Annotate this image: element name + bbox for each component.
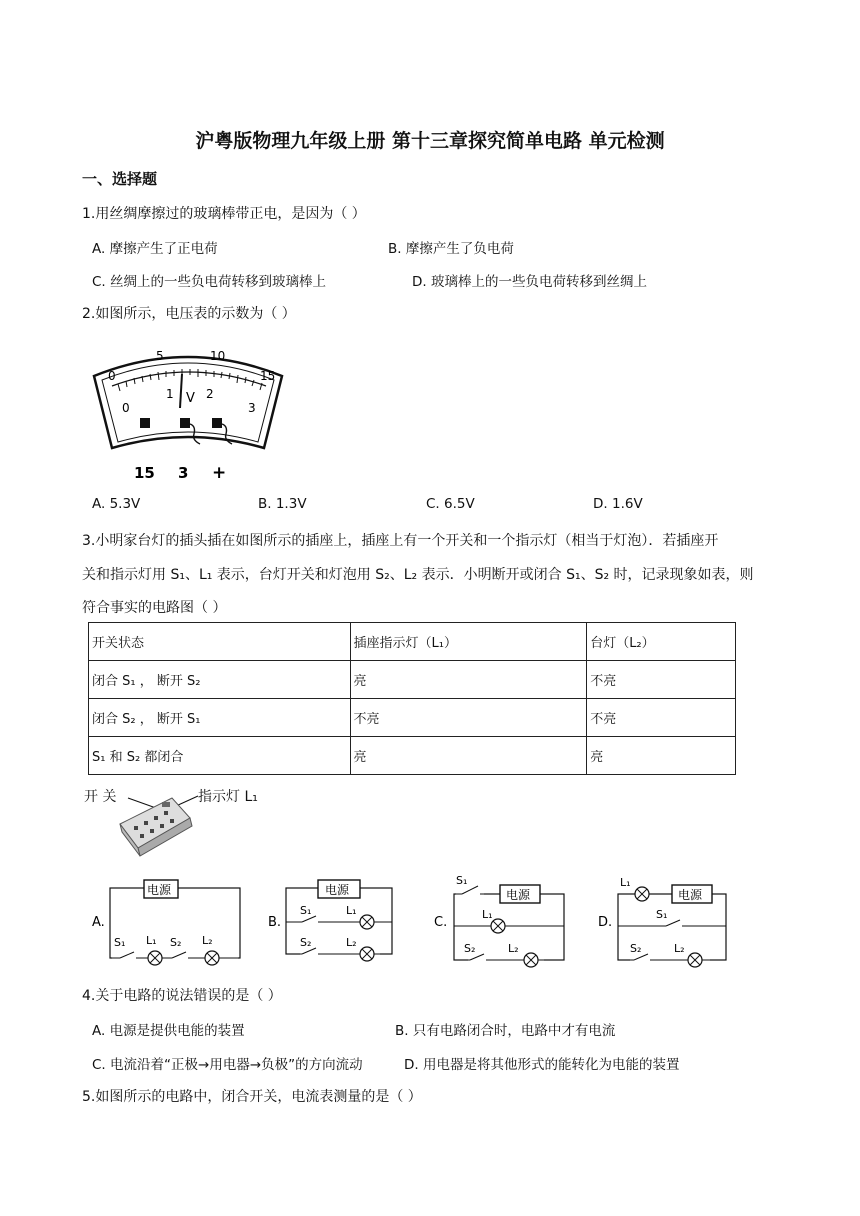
table-cell: 不亮 xyxy=(350,699,587,737)
question-3-stem-line-2: 关和指示灯用 S₁、L₁ 表示，台灯开关和灯泡用 S₂、L₂ 表示．小明断开或闭合 S₁、S₂ 时，记录现象如表，则 xyxy=(82,567,754,583)
terminal-label-plus: + xyxy=(212,463,227,483)
circuit-c-source: 电源 xyxy=(506,888,531,902)
top-scale-10: 10 xyxy=(210,349,226,363)
circuit-a-lamp-2 xyxy=(205,951,219,965)
bottom-scale-3: 3 xyxy=(248,401,256,415)
circuit-b-label: B. xyxy=(268,915,282,930)
terminal-label-3: 3 xyxy=(178,464,189,482)
power-strip-figure xyxy=(110,790,220,860)
table-cell: 闭合 S₂ ， 断开 S₁ xyxy=(89,699,351,737)
question-1-option-d: D. 玻璃棒上的一些负电荷转移到丝绸上 xyxy=(412,274,647,290)
switch-state-table xyxy=(88,622,736,775)
question-2-option-d: D. 1.6V xyxy=(593,496,643,512)
bottom-scale-0: 0 xyxy=(122,401,130,415)
meter-unit: V xyxy=(186,391,195,406)
circuit-b-lamp-2 xyxy=(360,947,374,961)
table-header-cell: 台灯（L₂） xyxy=(587,623,736,661)
table-row xyxy=(89,699,736,737)
circuit-b-s2: S₂ xyxy=(300,936,312,949)
table-header-cell: 插座指示灯（L₁） xyxy=(350,623,587,661)
bottom-scale-1: 1 xyxy=(166,387,174,401)
circuit-a-s2: S₂ xyxy=(170,936,182,949)
circuit-d-lamp-2 xyxy=(688,953,702,967)
question-3-stem-line-1: 3.小明家台灯的插头插在如图所示的插座上，插座上有一个开关和一个指示灯（相当于灯泡）．若插座开 xyxy=(82,533,719,549)
question-4-option-b: B. 只有电路闭合时，电路中才有电流 xyxy=(395,1023,616,1039)
question-4-stem: 4.关于电路的说法错误的是（ ） xyxy=(82,988,282,1004)
top-scale-0: 0 xyxy=(108,369,116,383)
table-header-cell: 开关状态 xyxy=(89,623,351,661)
section-heading: 一、选择题 xyxy=(82,170,158,188)
circuit-a-l2: L₂ xyxy=(202,934,213,947)
question-4-option-d: D. 用电器是将其他形式的能转化为电能的装置 xyxy=(404,1057,680,1073)
table-cell: S₁ 和 S₂ 都闭合 xyxy=(89,737,351,775)
question-4-option-c: C. 电流沿着“正极→用电器→负极”的方向流动 xyxy=(92,1057,363,1073)
circuit-c-s1: S₁ xyxy=(456,874,468,887)
question-1-option-a: A. 摩擦产生了正电荷 xyxy=(92,241,218,257)
question-2-option-a: A. 5.3V xyxy=(92,496,141,512)
voltmeter-figure xyxy=(88,338,288,488)
circuit-c-lamp-2 xyxy=(524,953,538,967)
circuit-d-lamp-1 xyxy=(635,887,649,901)
question-1-option-b: B. 摩擦产生了负电荷 xyxy=(388,241,514,257)
circuit-a-source: 电源 xyxy=(147,883,172,897)
circuit-c-s2: S₂ xyxy=(464,942,476,955)
circuit-b-source: 电源 xyxy=(325,883,350,897)
question-3-stem-line-3: 符合事实的电路图（ ） xyxy=(82,600,227,616)
question-5-stem: 5.如图所示的电路中，闭合开关，电流表测量的是（ ） xyxy=(82,1089,422,1105)
page-title: 沪粤版物理九年级上册 第十三章探究简单电路 单元检测 xyxy=(195,130,665,152)
circuit-d-label: D. xyxy=(598,915,613,930)
circuit-d-source: 电源 xyxy=(678,888,703,902)
question-1-stem: 1.用丝绸摩擦过的玻璃棒带正电，是因为（ ） xyxy=(82,206,366,222)
terminal-plus xyxy=(212,418,222,428)
bottom-scale-2: 2 xyxy=(206,387,214,401)
top-scale-5: 5 xyxy=(156,349,164,363)
circuit-b-lamp-1 xyxy=(360,915,374,929)
table-header-row xyxy=(89,623,736,661)
table-row xyxy=(89,737,736,775)
circuit-b-l2: L₂ xyxy=(346,936,357,949)
question-2-stem: 2.如图所示，电压表的示数为（ ） xyxy=(82,306,296,322)
terminal-3 xyxy=(180,418,190,428)
table-cell: 亮 xyxy=(350,661,587,699)
circuit-d-s2: S₂ xyxy=(630,942,642,955)
table-cell: 亮 xyxy=(350,737,587,775)
circuit-a-l1: L₁ xyxy=(146,934,157,947)
circuit-b-l1: L₁ xyxy=(346,904,357,917)
circuit-d-s1: S₁ xyxy=(656,908,668,921)
circuit-a-lamp-1 xyxy=(148,951,162,965)
table-cell: 闭合 S₁ ， 断开 S₂ xyxy=(89,661,351,699)
question-1-option-c: C. 丝绸上的一些负电荷转移到玻璃棒上 xyxy=(92,274,327,290)
circuit-c-l1: L₁ xyxy=(482,908,493,921)
circuit-a-label: A. xyxy=(92,915,105,930)
top-scale-15: 15 xyxy=(260,369,276,383)
terminal-15 xyxy=(140,418,150,428)
question-2-option-b: B. 1.3V xyxy=(258,496,307,512)
circuit-c-lamp-1 xyxy=(491,919,505,933)
circuit-b-s1: S₁ xyxy=(300,904,312,917)
table-cell: 亮 xyxy=(587,737,736,775)
socket-switch-label: 开 关 xyxy=(84,789,117,805)
circuit-options-figure xyxy=(90,872,740,972)
circuit-c-l2: L₂ xyxy=(508,942,519,955)
circuit-a-s1: S₁ xyxy=(114,936,126,949)
question-4-option-a: A. 电源是提供电能的装置 xyxy=(92,1023,245,1039)
table-cell: 不亮 xyxy=(587,661,736,699)
table-row xyxy=(89,661,736,699)
socket-lamp-label: 指示灯 L₁ xyxy=(198,789,258,805)
table-cell: 不亮 xyxy=(587,699,736,737)
question-2-option-c: C. 6.5V xyxy=(426,496,475,512)
terminal-label-15: 15 xyxy=(134,464,155,482)
circuit-d-l1: L₁ xyxy=(620,876,631,889)
circuit-c-label: C. xyxy=(434,915,448,930)
circuit-d-l2: L₂ xyxy=(674,942,685,955)
